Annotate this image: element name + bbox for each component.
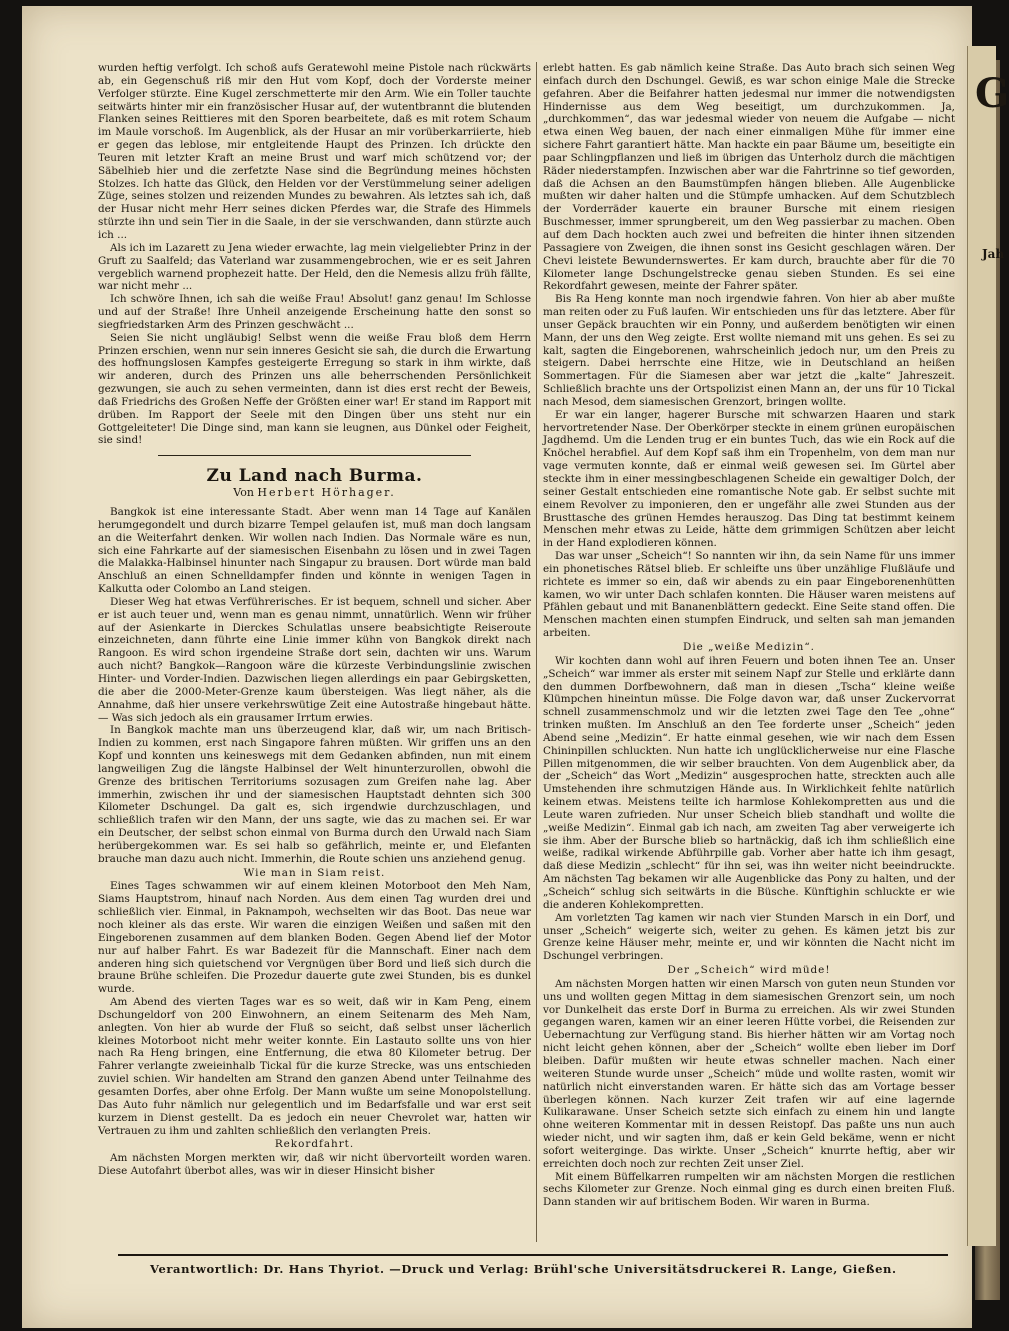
subheading: Wie man in Siam reist. — [243, 866, 386, 879]
article-separator — [158, 455, 471, 456]
paragraph: Am Abend des vierten Tages war es so weit, daß wir in Kam Peng, einem Dschungeldorf von 200 Einwohnern, an einem Seitenarm des Meh Nam, anlegten. Von hier ab wurde der Fluß so seicht, daß selbst unser lächerlich kleines Motorboot nicht mehr weiter konnte. Ein Lastauto sollte uns von hier nach Ra Heng bringen, eine Entfernung, die etwa 80 Kilometer betrug. Der Fahrer verlangte zweieinhalb Tickal für die kurze Strecke, was uns entschieden zuviel schien. Wir handelten am Strand den ganzen Abend unter Teilnahme des gesamten Dorfes, aber ohne Erfolg. Der Mann wußte um seine Monopolstellung. Das Auto fuhr nämlich nur gelegentlich und im Bedarfsfalle und war erst seit kurzem in Dienst gestellt. Da es jedoch ein neuer Chevrolet war, hatten wir Vertrauen zu ihm und zahlten schließlich den verlangten Preis. — [98, 996, 531, 1137]
paragraph: erlebt hatten. Es gab nämlich keine Straße. Das Auto brach sich seinen Weg einfach durch den Dschungel. Gewiß, es war schon einige Male die Strecke gefahren. Aber die Beifahrer hatten jedesmal nur immer die notwendigsten Hindernisse aus dem Weg beseitigt, um durchzukommen. Ja, „durchkommen“, das war jedesmal wieder von neuem die Aufgabe — nicht etwa einen Weg bauen, der nach einer einmaligen Mühe für immer eine sichere Fahrt garantiert hätte. Man hackte ein paar Bäume um, beseitigte ein paar Schlingpflanzen und ließ im übrigen das Unterholz durch die mächtigen Räder niederstampfen. Inzwischen aber war die Fahrtrinne so tief geworden, daß die Achsen an den Baumstümpfen hängen blieben. Alle Augenblicke mußten wir daher halten und die Stümpfe umhacken. Auf dem Schutzblech der Vorderräder kauerte ein brauner Bursche mit einem riesigen Buschmesser, immer sprungbereit, um den Weg passierbar zu machen. Oben auf dem Dach hockten auch zwei und befreiten die hinter ihnen sitzenden Passagiere von Zweigen, die ihnen sonst ins Gesicht geschlagen wären. Der Chevi leistete Bewundernswertes. Er kam durch, brauchte aber für die 70 Kilometer lange Dschungelstrecke genau sieben Stunden. Es sei eine Rekordfahrt gewesen, meinte der Fahrer später. — [543, 62, 955, 293]
adjacent-page-edge — [967, 46, 996, 1246]
byline-prefix: Von — [233, 486, 254, 500]
paragraph: wurden heftig verfolgt. Ich schoß aufs Geratewohl meine Pistole nach rückwärts ab, ein Gegenschuß riß mir den Hut vom Kopf, doch der Vorderste meiner Verfolger stürzte. Eine Kugel zerschmetterte mir den Arm. Wie ein Toller tauchte seitwärts hinter mir ein französischer Husar auf, der wutentbrannt die blutenden Flanken seines Reittieres mit den Sporen bearbeitete, daß es mit rotem Schaum im Maule vorschoß. Im Augenblick, als der Husar an mir vorüberkarriierte, hieb er gegen das leblose, mir entgleitende Haupt des Prinzen. Ich drückte den Teuren mit letzter Kraft an meine Brust und warf mich schützend vor; der Säbelhieb hier und die zerfetzte Nase sind die Begründung meines höchsten Stolzes. Ich hatte das Glück, den Helden vor der Verstümmelung seiner adeligen Züge, seines stolzen und reizenden Mundes zu bewahren. Als letztes sah ich, daß der Husar nicht mehr Herr seines dicken Pferdes war, die Strafe des Himmels stürzte ihn und sein Tier in die Saale, in der sie verschwanden, dann stürzte auch ich ... — [98, 62, 531, 241]
paragraph: Als ich im Lazarett zu Jena wieder erwachte, lag mein vielgeliebter Prinz in der Gruft zu Saalfeld; das Vaterland war zusammengebrochen, wie er es seit Jahren vergeblich warnend prophezeit hatte. Der Held, den die Nemesis allzu früh fällte, war nicht mehr ... — [98, 241, 531, 293]
column-divider — [536, 62, 537, 1242]
right-column — [543, 62, 955, 1209]
paragraph: Er war ein langer, hagerer Bursche mit schwarzen Haaren und stark hervortretender Nase. Der Oberkörper steckte in einem grünen europäischen Jagdhemd. Um die Lenden trug er ein buntes Tuch, das wie ein Rock auf die Knöchel herabfiel. Auf dem Kopf saß ihm ein Tropenhelm, von dem man nur vage vermuten konnte, daß er einmal weiß gewesen sei. Im Gürtel aber steckte ihm in einer messingbeschlagenen Scheide ein gewaltiger Dolch, der seiner Gestalt entschieden eine romantische Note gab. Er selbst suchte mit einem Revolver zu imponieren, den er ungefähr alle zwei Stunden aus der Brusttasche des grünen Hemdes herauszog. Das Ding tat bestimmt keinem Menschen mehr etwas zu Leide, hätte dem grimmigen Schützen aber leicht in der Hand explodieren können. — [543, 408, 955, 550]
paragraph: Wir kochten dann wohl auf ihren Feuern und boten ihnen Tee an. Unser „Scheich“ war immer als erster mit seinem Napf zur Stelle und erklärte dann den dummen Dorfbewohnern, daß man in diesen „Tscha“ kleine weiße Klümpchen hineintun müsse. Die Folge davon war, daß unser Zuckervorrat schnell zusammenschmolz und wir die letzten zwei Tage den Tee „ohne“ trinken mußten. Im Anschluß an den Tee forderte unser „Scheich“ jeden Abend seine „Medizin“. Er hatte einmal gesehen, wie wir nach dem Essen Chininpillen schluckten. Nun hatte ich unglücklicherweise nur eine Flasche Pillen mitgenommen, die wir selber brauchten. Von dem Augenblick aber, da der „Scheich“ das Wort „Medizin“ ausgesprochen hatte, streckten auch alle Umstehenden ihre schmutzigen Hände aus. In Wirklichkeit fehlte natürlich keinem etwas. Meistens teilte ich harmlose Kohlekompretten aus und die Leute waren zufrieden. Nur unser Scheich blieb standhaft und wollte die „weiße Medizin“. Einmal gab ich nach, am zweiten Tag aber verweigerte ich sie ihm. Aber der Bursche blieb so hartnäckig, daß ich ihm schließlich eine weiße, radikal wirkende Abführpille gab. Vorher aber hatte ich ihm gesagt, daß diese Medizin „schlecht“ für ihn sei, was ihn weiter nicht beeindruckte. Am nächsten Tag bekamen wir alle Augenblicke das Pony zu halten, und der „Scheich“ schlug sich seitwärts in die Büsche. Künftighin schluckte er wie die anderen Kohlekompretten. — [543, 654, 955, 911]
article-title: Zu Land nach Burma. — [206, 466, 423, 487]
byline-author: Herbert Hörhager. — [257, 486, 396, 500]
imprint-footer: Verantwortlich: Dr. Hans Thyriot. —Druck und Verlag: Brühl'sche Universitätsdruckerei R. Lange, Gießen. — [150, 1262, 897, 1276]
paragraph: Am vorletzten Tag kamen wir nach vier Stunden Marsch in ein Dorf, und unser „Scheich“ weigerte sich, weiter zu gehen. Es kämen jetzt bis zur Grenze keine Häuser mehr, meinte er, und wir könnten die Nacht nicht im Dschungel verbringen. — [543, 911, 955, 963]
article-byline — [98, 487, 531, 500]
paragraph: Eines Tages schwammen wir auf einem kleinen Motorboot den Meh Nam, Siams Hauptstrom, hinauf nach Norden. Aus dem einen Tag wurden drei und schließlich vier. Einmal, in Paknampoh, wechselten wir das Boot. Das neue war noch kleiner als das erste. Wir waren die einzigen Weißen und saßen mit den Eingeborenen zusammen auf dem blanken Boden. Gegen Abend lief der Motor nur auf halber Fahrt. Es war Badezeit für die Mannschaft. Einer nach dem anderen hing sich quietschend vor Vergnügen über Bord und ließ sich durch die braune Brühe schleifen. Die Prozedur dauerte gute zwei Stunden, bis es dunkel wurde. — [98, 880, 531, 996]
paragraph: Am nächsten Morgen merkten wir, daß wir nicht übervorteilt worden waren. Diese Autofahrt überbot alles, was wir in dieser Hinsicht bisher — [98, 1152, 531, 1178]
paragraph: Seien Sie nicht ungläubig! Selbst wenn die weiße Frau bloß dem Herrn Prinzen erschien, wenn nur sein inneres Gesicht sie sah, die durch die Erwartung des hoffnungslosen Kampfes gesteigerte Erregung so stark in ihm wirkte, daß wir anderen, durch des Prinzen uns alle beherrschenden Persönlichkeit gezwungen, sie auch zu sehen vermeinten, dann ist dies erst recht der Beweis, daß Friedrichs des Großen Neffe der Größten einer war! Er stand im Rapport mit drüben. Im Rapport der Seele mit den Dingen über uns steht nur ein Gottgeleiteter! Die Dinge sind, man kann sie leugnen, aus Dünkel oder Feigheit, sie sind! — [98, 331, 531, 447]
left-column — [98, 62, 531, 1178]
paragraph: Bis Ra Heng konnte man noch irgendwie fahren. Von hier ab aber mußte man reiten oder zu Fuß laufen. Wir entschieden uns für das letztere. Aber für unser Gepäck brauchten wir ein Ponny, und außerdem benötigten wir einen Mann, der uns den Weg zeigte. Erst wollte niemand mit uns gehen. Es sei zu kalt, sagten die Eingeborenen, wahrscheinlich jedoch nur, um den Preis zu steigern. Dabei herrschte eine Hitze, wie in Deutschland an heißen Sommertagen. Für die Siamesen aber war jetzt die „kalte“ Jahreszeit. Schließlich brachte uns der Ortspolizist einen Mann an, der uns für 10 Tickal nach Mesod, dem siamesischen Grenzort, bringen wollte. — [543, 293, 955, 408]
subheading: Der „Scheich“ wird müde! — [667, 964, 831, 977]
paragraph: Dieser Weg hat etwas Verführerisches. Er ist bequem, schnell und sicher. Aber er ist auch teuer und, wenn man es genau nimmt, unnatürlich. Wenn wir früher auf der Asienkarte in Dierckes Schulatlas unsere beabsichtigte Reiseroute einzeichneten, dann führte eine Linie immer kühn von Bangkok direkt nach Rangoon. Es wird schon irgendeine Straße dort sein, dachten wir uns. Warum auch nicht? Bangkok—Rangoon wäre die kürzeste Verbindungslinie zwischen Hinter- und Vorder-Indien. Dazwischen liegen allerdings ein paar Gebirgsketten, die aber die 2000-Meter-Grenze kaum übersteigen. Was liegt näher, als die Annahme, daß hier unsere verkehrswütige Zeit eine Autostraße hingebaut hätte. — Was sich jedoch als ein grausamer Irrtum erwies. — [98, 595, 531, 724]
subheading: Rekordfahrt. — [274, 1138, 355, 1151]
footer-rule — [118, 1254, 948, 1256]
paragraph: Mit einem Büffelkarren rumpelten wir am nächsten Morgen die restlichen sechs Kilometer zur Grenze. Noch einmal ging es durch einen breiten Fluß. Dann standen wir auf britischem Boden. Wir waren in Burma. — [543, 1170, 955, 1209]
paragraph: In Bangkok machte man uns überzeugend klar, daß wir, um nach Britisch-Indien zu kommen, erst nach Singapore fahren müßten. Wir griffen uns an den Kopf und konnten uns keineswegs mit dem Gedanken abfinden, nun mit einem langweiligen Zug die längste Halbinsel der Welt hinunterzurollen, obwohl die Grenze des britischen Territoriums sozusagen zum Greifen nahe lag. Aber immerhin, zwischen ihr und der siamesischen Hauptstadt dehnten sich 300 Kilometer Dschungel. Da galt es, sich irgendwie durchzuschlagen, und schließlich trafen wir den Mann, der uns sagte, wie das zu machen sei. Er war ein Deutscher, der selbst schon einmal von Burma durch den Urwald nach Siam herübergekommen war. Es sei halb so gefährlich, meinte er, und Elefanten brauche man dazu auch nicht. Immerhin, die Route schien uns anziehend genug. — [98, 724, 531, 865]
paragraph: Das war unser „Scheich“! So nannten wir ihn, da sein Name für uns immer ein phonetisches Rätsel blieb. Er schleifte uns über unzählige Flußläufe und richtete es immer so ein, daß wir abends zu ein paar Eingeborenenhütten kamen, wo wir unter Dach schlafen konnten. Die Häuser waren meistens auf Pfählen gebaut und mit Bananenblättern gedeckt. Eine Seite stand offen. Die Menschen machten einen stumpfen Eindruck, und selten sah man jemanden arbeiten. — [543, 550, 955, 640]
paragraph: Am nächsten Morgen hatten wir einen Marsch von guten neun Stunden vor uns und wollten gegen Mittag in dem siamesischen Grenzort sein, um noch vor Dunkelheit das erste Dorf in Burma zu erreichen. Als wir zwei Stunden gegangen waren, kamen wir an einer leeren Hütte vorbei, die Reisenden zur Uebernachtung zur Verfügung stand. Bis hierher hätten wir am Vortag noch nicht leicht gehen können, aber der „Scheich“ wollte eben lieber im Dorf bleiben. Dafür mußten wir heute etwas schneller machen. Nach einer weiteren Stunde wurde unser „Scheich“ müde und wollte rasten, womit wir natürlich nicht einverstanden waren. Er hätte sich das am Vortage besser überlegen können. Nach kurzer Zeit trafen wir auf eine lagernde Kulikarawane. Unser Scheich setzte sich einfach zu einem hin und langte ohne weiteren Kommentar mit in dessen Reistopf. Das paßte uns nun auch wieder nicht, und wir sagten ihm, daß er kein Geld bekäme, wenn er nicht sofort weiterginge. Das wirkte. Unser „Scheich“ knurrte heftig, aber wir erreichten doch noch zur rechten Zeit unser Ziel. — [543, 977, 955, 1170]
edge-fragment-g: G — [975, 70, 1009, 117]
paragraph: Bangkok ist eine interessante Stadt. Aber wenn man 14 Tage auf Kanälen herumgegondelt und durch bizarre Tempel gelaufen ist, muß man doch langsam an die Weiterfahrt denken. Wir wollen nach Indien. Das Normale wäre es nun, sich eine Fahrkarte auf der siamesischen Eisenbahn zu lösen und in zwei Tagen die Malakka-Halbinsel hinunter nach Singapur zu brausen. Dort würde man bald Anschluß an einen Schnelldampfer finden und könnte in wenigen Tagen in Kalkutta oder Colombo an Land steigen. — [98, 506, 531, 596]
edge-fragment-jah: Jah — [982, 247, 1005, 261]
paragraph: Ich schwöre Ihnen, ich sah die weiße Frau! Absolut! ganz genau! Im Schlosse und auf der Straße! Ihre Unheil anzeigende Erscheinung hatte den sonst so siegfriedstarken Arm des Prinzen geschwächt ... — [98, 293, 531, 331]
subheading: Die „weiße Medizin“. — [683, 640, 815, 653]
